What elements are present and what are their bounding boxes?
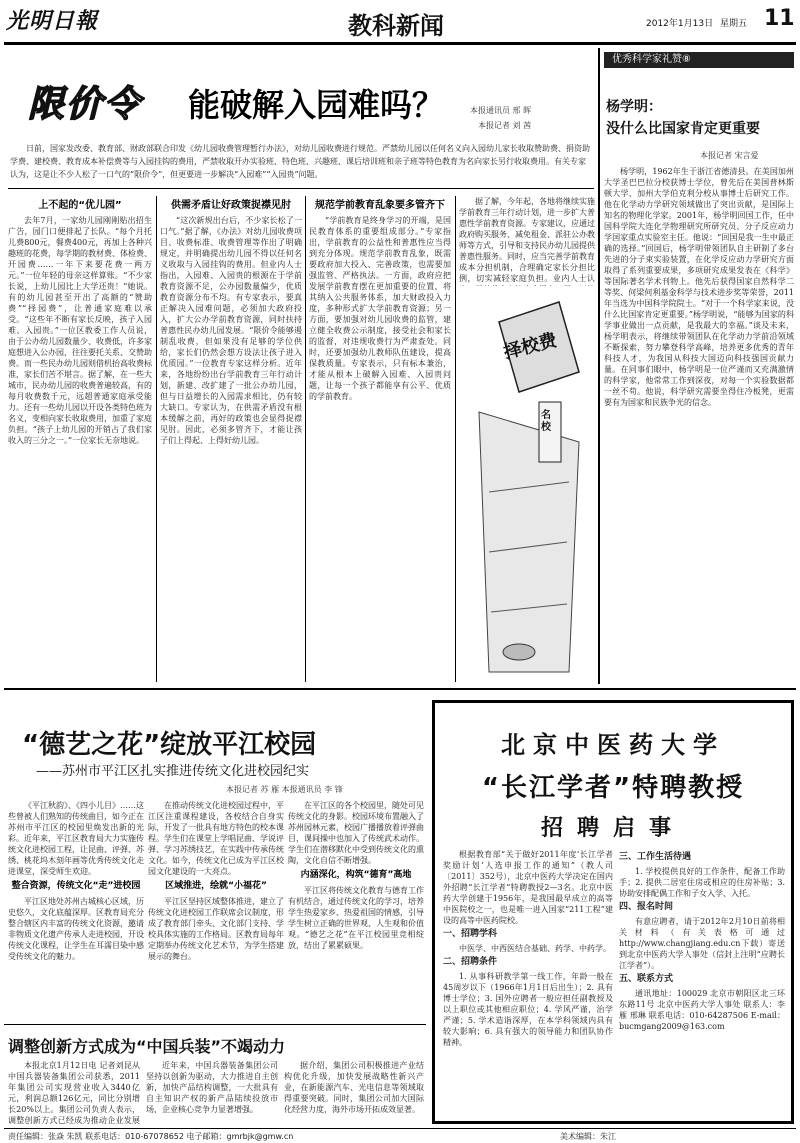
profile-name: 杨学明： [606,99,662,115]
ad-sec5-text: 通讯地址：100029 北京市朝阳区北三环东路11号 北京中医药大学人事处 联系人：李雁 邢琳 联系电话：010-64287506 E-mail：bucmgang2009@163.com [619,989,785,1031]
recruitment-ad [432,700,794,1124]
ad-sec2-text: 1. 从事科研教学第一线工作，年龄一般在45周岁以下（1966年1月1日后出生）；2. 具有博士学位；3. 国外应聘者一般应担任副教授及以上职位或其他相应职位；4. 学风严谨，治学严谨；5. 学术造诣深厚，在本学科领域内具有较大影响；6. 具有强大的领导能力和团队协作精神。 [443,972,613,1047]
ad-sec4: 四、报名时间 [619,902,674,912]
profile-body: 杨学明，1962年生于浙江省德清县。在美国加州大学圣巴巴拉分校获博士学位，曾先后在美国普林斯顿大学、加州大学伯克利分校从事博士后研究工作。他在化学动力学研究领域做出了突出贡献，是国际上知名的物理化学家。2001年，杨学明回国工作，任中国科学院大连化学物理研究所研究员、分子反应动力学国家重点实验室主任。他说：“回国是我一生中最正确的选择。”回国后，杨学明带领团队自主研制了多台先进的分子束实验装置，在化学反应动力学研究方面取得了系列重要成果，多项研究成果发表在《科学》等国际著名学术刊物上。他先后获得国家自然科学二等奖、何梁何利基金科学与技术进步奖等荣誉，2011年当选为中国科学院院士。“对于一个科学家来说，没什么比国家肯定更重要。”杨学明说，“能够为国家的科学事业做出一点贡献，是我最大的幸福。”谈及未来，杨学明表示，将继续带领团队在化学动力学前沿领域不断探索，努力攀登科学高峰，培养更多优秀的青年科技人才，为我国从科技大国迈向科技强国贡献力量。在同事们眼中，杨学明是一位严谨而又充满激情的科学家，他常常工作到深夜，对每一个实验数据都一丝不苟。他说，科学研究需要坐得住冷板凳，更需要有为国家和民族争光的信念。 [604,167,794,407]
culture-column-2 [148,800,284,1018]
section-divider [598,48,600,684]
section-title: 教科新闻 [348,12,444,40]
bottom-title: 调整创新方式成为“中国兵装”不竭动力 [8,1037,286,1056]
ad-sec4-text: 有意应聘者，请于2012年2月10日前将相关材料（有关表格可通过http://www.changjiang.edu.cn下载）寄送到北京中医药大学人事处（信封上注明“应聘长江学者”）。 [619,917,785,970]
lead-title: 能破解入园难吗？ [188,86,445,124]
lead-sub-1: 上不起的“优儿园” [38,200,122,211]
cartoon-sign-2: 名校 [541,410,551,433]
bottom-col3-text: 据介绍，集团公司积极推进产业结构优化升级，加快发展战略性新兴产业，在新能源汽车、光电信息等领域取得重要突破。同时，集团公司加大国际化经营力度，海外市场开拓成效显著。 [284,1061,424,1114]
profile-banner [604,52,794,68]
date: 2012年1月13日 [646,19,714,29]
bottom-column-1 [8,1060,140,1126]
masthead-rule [4,42,796,45]
culture-byline: 本报记者 苏 雁 本报通讯员 李 锋 [226,785,343,794]
ad-sec3-text: 1. 学校提供良好的工作条件，配备工作助手；2. 提供二居室住房或相应的住房补贴；3. 协助安排配偶工作和子女入学、入托。 [619,867,785,898]
ad-title-3: 招聘启事 [540,816,685,841]
culture-col1b-text: 平江区地处苏州古城核心区域，历史悠久，文化底蕴深厚。区教育局充分整合辖区内丰富的传统文化资源，邀请非物质文化遗产传承人走进校园，开设传统文化课程，让学生在耳濡目染中感受传统文化的魅力。 [8,897,144,961]
lead-column-4 [459,196,595,286]
ad-sec3: 三、工作生活待遇 [619,852,692,862]
cartoon-illustration [459,292,595,682]
ad-title-2: “长江学者”特聘教授 [481,773,745,803]
lead-title-red: 限价令 [28,84,143,125]
masthead-logo: 光明日報 [6,8,99,34]
culture-column-1 [8,800,144,1018]
lead-col2-text: “这次新规出台后，不少家长松了一口气。”据了解，《办法》对幼儿园收费项目、收费标准、收费管理等作出了明确规定，并明确提出幼儿园不得以任何名义收取与入园挂钩的费用。但业内人士指出，入园难、入园贵的根源在于学前教育资源不足，公办园数量偏少，优质教育资源分布不均。有专家表示，要真正解决入园难问题，必须加大政府投入，扩大公办学前教育资源，同时扶持普惠性民办幼儿园发展。“限价令能够遏制乱收费，但如果没有足够的学位供给，家长们仍然会想方设法让孩子进入优质园。”一位教育专家这样分析。近年来，各地纷纷出台学前教育三年行动计划，新建、改扩建了一批公办幼儿园，但与日益增长的入园需求相比，仍有较大缺口。专家认为，在供需矛盾没有根本缓解之前，再好的政策也会显得捉襟见肘。因此，必须多管齐下，才能让孩子们上得起、上得好幼儿园。 [160,216,302,445]
culture-subtitle: ——苏州市平江区扎实推进传统文化进校园纪实 [36,764,310,779]
ad-title-1: 北京中医药大学 [501,731,725,759]
culture-column-3 [288,800,424,1018]
bottom-column-2 [146,1060,278,1126]
footer-rule [4,1128,796,1129]
bottom-col2-text: 近年来，中国兵器装备集团公司坚持以创新为驱动，大力推进自主创新，加快产品结构调整，一大批具有自主知识产权的新产品陆续投放市场，企业核心竞争力显著增强。 [146,1061,278,1114]
lead-intro-rule [8,188,594,189]
footer-right: 美术编辑：朱江 [560,1132,616,1141]
culture-col2b-text: 平江区坚持区域整体推进，建立了传统文化进校园工作联席会议制度，形成了教育部门牵头、文化部门支持、学校具体实施的工作格局。区教育局每年定期举办传统文化艺术节，为学生搭建展示的舞台。 [148,897,284,961]
lead-intro: 日前，国家发改委、教育部、财政部联合印发《幼儿园收费管理暂行办法》，对幼儿园收费进行规范。严禁幼儿园以任何名义向入园幼儿家长收取赞助费、捐资助学费、建校费、教育成本补偿费等与入园挂钩的费用，严禁收取开办实验班、特色班、兴趣班、课后培训班和亲子班等特色教育为名向家长另行收取费用。有关专家认为，这是让不少人松了一口气的“限价令”，但更要进一步解决“入园难”“入园贵”问题。 [10,144,590,179]
culture-sub-1: 整合资源，传统文化“走”进校园 [11,881,141,891]
profile-headline: 没什么比国家肯定更重要 [606,121,760,137]
footer-left: 责任编辑：张焱 朱凯 联系电话：010-67078652 电子邮箱：gmrbjk@gmw.cn [8,1132,294,1141]
lead-byline-2: 本报记者 刘 茜 [478,121,532,130]
profile-text [604,166,794,682]
weekday: 星期五 [719,19,747,29]
issue-date [646,16,747,29]
cartoon-sign-1: 择校费 [501,329,560,364]
lead-byline-1: 本报通讯员 邢 晖 [470,106,532,115]
bottom-rule [4,1024,426,1025]
bottom-col1-text: 本报北京1月12日电 记者刘昆从中国兵器装备集团公司获悉，2011年集团公司实现营业收入3440亿元，利润总额126亿元，同比分别增长20%以上。集团公司负责人表示，调整创新方式已经成为推动企业发展 [8,1061,140,1125]
section-rule [4,688,796,690]
profile-banner-text: 优秀科学家礼赞⑧ [612,54,691,65]
lead-column-3 [309,196,451,684]
culture-col3-text: 在平江区的各个校园里，随处可见传统文化的身影。校园环境布置融入了苏州园林元素，校园广播播放着评弹曲目，课间操中也加入了传统武术动作。学生们在潜移默化中受到传统文化的熏陶，文化自信不断增强。 [288,801,424,865]
culture-sub-3: 内涵深化，构筑“德育”高地 [300,870,412,880]
bottom-column-3 [284,1060,424,1126]
profile-byline: 本报记者 宋言爱 [700,151,759,160]
ad-sec2: 二、招聘条件 [443,957,498,967]
lead-column-1 [8,196,152,684]
ad-column-1 [443,849,613,1119]
lead-sub-3: 规范学前教育乱象要多管齐下 [315,200,445,211]
culture-col1-text: 《平江秋韵》、《四小儿目》……这些曾被人们熟知的传统曲目，如今正在苏州市平江区的校园里焕发出新的光彩。近年来，平江区教育局大力实施传统文化进校园工程，让昆曲、评弹、苏绣、桃花坞木刻年画等优秀传统文化走进课堂，深受师生欢迎。 [8,801,144,876]
ad-column-2 [619,849,785,1119]
ad-intro: 根据教育部“关于做好2011年度‘长江学者奖励计划’人选申报工作的通知”（教人司〔2011〕352号），北京中医药大学决定在国内外招聘“长江学者”特聘教授2—3名。北京中医药大学创建于1956年，是我国最早成立的高等中医院校之一，也是唯一进入国家“211工程”建设的高等中医药院校。 [443,850,613,925]
ad-sec1-text: 中医学、中西医结合基础、药学、中药学。 [459,944,611,953]
culture-title: “德艺之花”绽放平江校园 [22,730,317,760]
lead-sub-2: 供需矛盾让好政策捉襟见肘 [171,200,291,211]
lead-col1-text: 去年7月，一家幼儿园刚刚贴出招生广告，园门口便排起了长队。“每个月托儿费800元，餐费400元，再加上各种兴趣班的花费，每学期的教材费、体检费、开园费……一年下来要花费一两万元。”一位年轻的母亲这样算账。“不少家长说，上幼儿园比上大学还贵！”她说。有的幼儿园甚至开出了高额的“赞助费”“择园费”，让普通家庭难以承受。“这些年不断有家长反映，孩子入园难、入园贵。”一位区教委工作人员说，由于公办幼儿园数量少、收费低，许多家庭想进入公办园，往往要托关系、交赞助费。而一些民办幼儿园则借机抬高收费标准，家长们苦不堪言。据了解，在一些大城市，民办幼儿园的收费普遍较高，有的每月收费数千元，远超普通家庭承受能力。还有一些幼儿园以开设各类特色班为名义，变相向家长收取费用，加重了家庭负担。“孩子上幼儿园的开销占了我们家收入的三分之一。”一位家长无奈地说。 [8,216,152,445]
culture-col3b-text: 平江区将传统文化教育与德育工作有机结合，通过传统文化的学习，培养学生热爱家乡、热爱祖国的情感，引导学生树立正确的世界观、人生观和价值观。“德艺之花”在平江校园里竞相绽放，结出了累累硕果。 [288,886,424,950]
col-divider [305,196,306,682]
ad-sec1: 一、招聘学科 [443,929,498,939]
culture-col2-text: 在推动传统文化进校园过程中，平江区注重课程建设，各校结合自身实际，开发了一批具有地方特色的校本课程。学生们在课堂上学唱昆曲、学说评弹、学习苏绣技艺，在实践中传承传统文化。如今，传统文化已成为平江区校园文化建设的一大亮点。 [148,801,284,876]
page-number: 11 [764,6,795,31]
lead-col4-text: 据了解，今年起，各地将继续实施学前教育三年行动计划，进一步扩大普惠性学前教育资源。专家建议，应通过政府购买服务、减免租金、派驻公办教师等方式，引导和支持民办幼儿园提供普惠性服务。同时，应当完善学前教育成本分担机制，合理确定家长分担比例，切实减轻家庭负担。业内人士认 [459,197,595,283]
lead-column-2 [160,196,302,684]
ad-sec5: 五、联系方式 [619,974,674,984]
col-divider [156,196,157,682]
col-divider [455,196,456,682]
lead-col3-text: “学前教育是终身学习的开端，是国民教育体系的重要组成部分。”专家指出，学前教育的公益性和普惠性应当得到充分体现。规范学前教育乱象，既需要政府加大投入、完善政策，也需要加强监管、严格执法。一方面，政府应把发展学前教育摆在更加重要的位置，将其纳入公共服务体系，加大财政投入力度，多种形式扩大学前教育资源；另一方面，要加强对幼儿园收费的监管，建立健全收费公示制度，接受社会和家长的监督，对违规收费行为严肃查处。同时，还要加强幼儿教师队伍建设，提高保教质量。专家表示，只有标本兼治，才能从根本上破解入园难、入园贵问题，让每一个孩子都能享有公平、优质的学前教育。 [309,216,451,401]
culture-sub-2: 区域推进，绘就“小福花” [165,881,267,891]
